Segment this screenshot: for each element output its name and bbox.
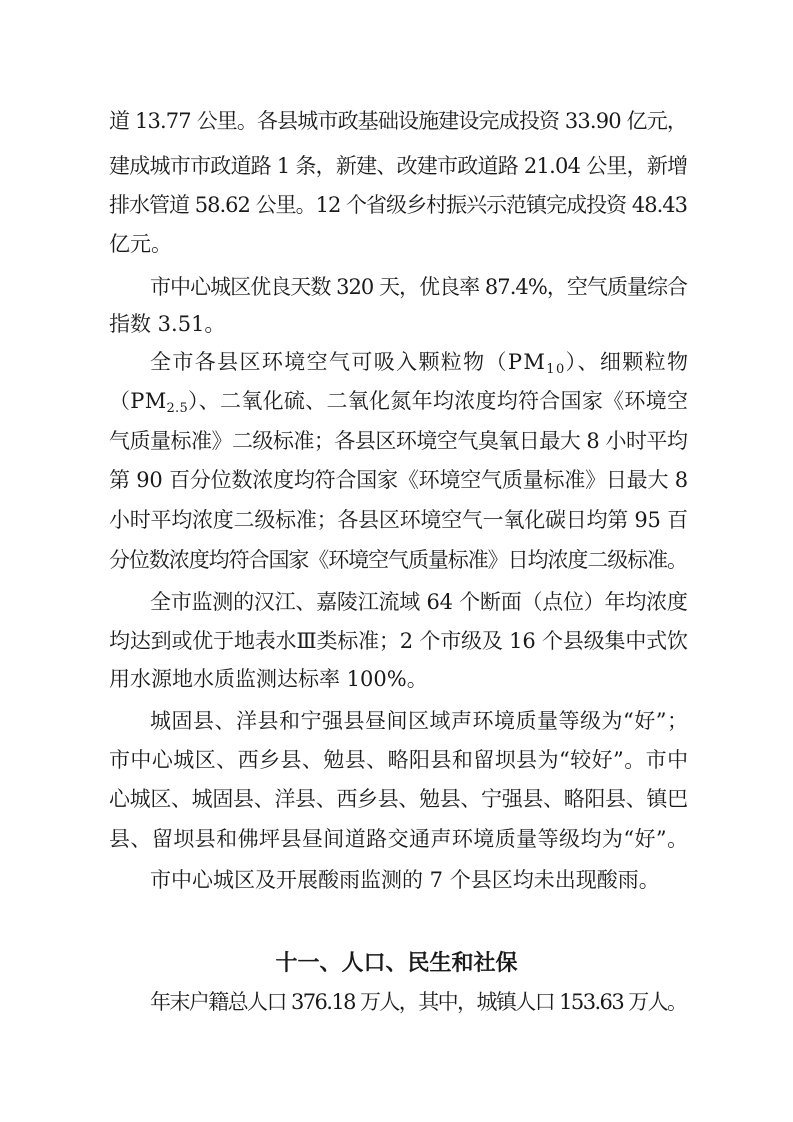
text-line	[0, 185, 793, 225]
text-line	[0, 659, 793, 699]
text-line-content: 建成城市市政道路 1 条，新建、改建市政道路 21.04 公里，新增	[109, 154, 688, 178]
text-line	[0, 421, 793, 461]
text-line-content: 指数 3.51。	[109, 312, 226, 336]
text-line	[0, 267, 793, 307]
text-line	[0, 146, 793, 186]
subscript: 10	[546, 362, 566, 377]
text-line	[0, 740, 793, 780]
text-line-content: 县、留坝县和佛坪县昼间道路交通声环境质量等级均为“好”。	[109, 827, 689, 851]
text-line-content: 市中心城区优良天数 320 天，优良率 87.4%，空气质量综合	[150, 275, 688, 299]
text-line-content: 分位数浓度均符合国家《环境空气质量标准》日均浓度二级标准。	[109, 548, 687, 572]
text-line	[0, 224, 793, 264]
text-line	[0, 540, 793, 580]
text-line-content: 市中心城区、西乡县、勉县、略阳县和留坝县为“较好”。市中	[109, 748, 689, 772]
text-line-content: 市中心城区及开展酸雨监测的 7 个县区均未出现酸雨。	[150, 868, 660, 892]
text-line-content: 城固县、洋县和宁强县昼间区域声环境质量等级为“好”；	[150, 709, 689, 733]
text-line	[0, 342, 793, 382]
text-line	[0, 779, 793, 819]
text-line	[0, 500, 793, 540]
text-line-content: 气质量标准》二级标准；各县区环境空气臭氧日最大 8 小时平均	[109, 429, 688, 453]
text-line	[0, 701, 793, 741]
subscript: 2.5	[166, 401, 188, 416]
text-segment: ）、二氧化硫、二氧化氮年均浓度均符合国家《环境空	[188, 389, 689, 413]
text-line	[0, 621, 793, 661]
text-line	[0, 582, 793, 622]
text-line-content: 小时平均浓度二级标准；各县区环境空气一氧化碳日均第 95 百	[109, 508, 688, 532]
text-line	[0, 381, 793, 421]
text-line-content: 第 90 百分位数浓度均符合国家《环境空气质量标准》日最大 8	[109, 468, 688, 492]
text-line	[0, 304, 793, 344]
text-line-content: 亿元。	[109, 232, 172, 256]
text-line-content: 心城区、城固县、洋县、西乡县、勉县、宁强县、略阳县、镇巴	[109, 787, 688, 811]
text-line	[0, 860, 793, 900]
text-line	[0, 982, 793, 1022]
text-line-content: 均达到或优于地表水Ⅲ类标准；2 个市级及 16 个县级集中式饮	[109, 629, 688, 653]
text-segment: ）、细颗粒物	[565, 350, 690, 374]
text-line-content: 道 13.77 公里。各县城市政基础设施建设完成投资 33.90 亿元，	[109, 109, 687, 133]
text-line-content: 全市监测的汉江、嘉陵江流域 64 个断面（点位）年均浓度	[150, 590, 688, 614]
text-line	[0, 460, 793, 500]
text-line-content: 年末户籍总人口 376.18 万人，其中，城镇人口 153.63 万人。	[150, 990, 687, 1014]
text-line-content: 排水管道 58.62 公里。12 个省级乡村振兴示范镇完成投资 48.43	[109, 193, 688, 217]
text-segment: 全市各县区环境空气可吸入颗粒物（PM	[150, 350, 547, 374]
text-line-content: 用水源地水质监测达标率 100%。	[109, 667, 428, 691]
section-heading: 十一、人口、民生和社保	[275, 951, 518, 976]
text-segment: （PM	[109, 389, 167, 413]
text-line	[0, 819, 793, 859]
text-line	[0, 101, 793, 141]
